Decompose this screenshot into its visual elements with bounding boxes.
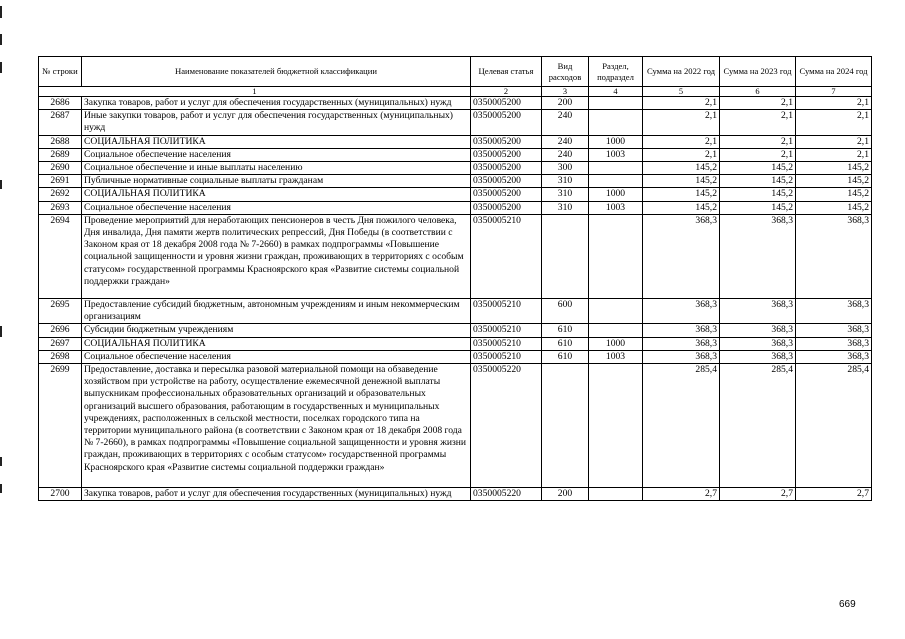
- scan-mark: [0, 484, 2, 493]
- row-number-cell: 2694: [39, 214, 82, 298]
- section-cell: [589, 175, 643, 188]
- table-row: [39, 188, 872, 201]
- section-cell: [589, 364, 643, 488]
- sum-2022-cell: 368,3: [643, 324, 720, 337]
- section-cell: 1003: [589, 201, 643, 214]
- sum-2024-cell: 368,3: [796, 299, 872, 324]
- sum-2023-cell: 2,1: [720, 97, 796, 110]
- row-number-cell: 2687: [39, 110, 82, 135]
- expense-type-cell: 610: [542, 350, 589, 363]
- sum-2022-cell: 145,2: [643, 201, 720, 214]
- target-article-cell: 0350005200: [471, 110, 542, 135]
- target-article-cell: 0350005200: [471, 188, 542, 201]
- target-article-cell: 0350005210: [471, 299, 542, 324]
- sum-2024-cell: 145,2: [796, 162, 872, 175]
- indicator-name-cell: Предоставление субсидий бюджетным, автономным учреждениям и иным некоммерческим организациям: [82, 299, 471, 324]
- scan-mark: [0, 457, 2, 466]
- row-number-cell: 2689: [39, 148, 82, 161]
- column-number-row: [39, 87, 872, 97]
- scan-mark: [0, 326, 2, 337]
- sum-2022-cell: 2,7: [643, 487, 720, 500]
- table-row: [39, 97, 872, 110]
- header-target-article: Целевая статья: [471, 57, 542, 87]
- table-row: [39, 299, 872, 324]
- row-number-cell: 2696: [39, 324, 82, 337]
- sum-2023-cell: 145,2: [720, 201, 796, 214]
- row-number-cell: 2700: [39, 487, 82, 500]
- sum-2022-cell: 368,3: [643, 214, 720, 298]
- table-row: [39, 162, 872, 175]
- row-number-cell: 2698: [39, 350, 82, 363]
- indicator-name-cell: СОЦИАЛЬНАЯ ПОЛИТИКА: [82, 135, 471, 148]
- header-row: [39, 57, 872, 87]
- scan-mark: [0, 180, 2, 189]
- header-name: Наименование показателей бюджетной классификации: [82, 57, 471, 87]
- target-article-cell: 0350005210: [471, 324, 542, 337]
- sum-2024-cell: 145,2: [796, 188, 872, 201]
- indicator-name-cell: Социальное обеспечение населения: [82, 201, 471, 214]
- column-number: 1: [39, 87, 471, 97]
- expense-type-cell: 300: [542, 162, 589, 175]
- expense-type-cell: 310: [542, 188, 589, 201]
- column-number: 4: [589, 87, 643, 97]
- target-article-cell: 0350005200: [471, 135, 542, 148]
- expense-type-cell: 310: [542, 201, 589, 214]
- indicator-name-cell: Иные закупки товаров, работ и услуг для обеспечения государственных (муниципальных) нужд: [82, 110, 471, 135]
- sum-2022-cell: 2,1: [643, 97, 720, 110]
- expense-type-cell: 200: [542, 487, 589, 500]
- page-number: 669: [839, 599, 856, 610]
- target-article-cell: 0350005200: [471, 201, 542, 214]
- table-row: [39, 135, 872, 148]
- sum-2024-cell: 2,1: [796, 135, 872, 148]
- table-row: [39, 337, 872, 350]
- indicator-name-cell: Публичные нормативные социальные выплаты гражданам: [82, 175, 471, 188]
- table-row: [39, 148, 872, 161]
- indicator-name-cell: Социальное обеспечение и иные выплаты населению: [82, 162, 471, 175]
- sum-2024-cell: 145,2: [796, 201, 872, 214]
- expense-type-cell: 240: [542, 110, 589, 135]
- column-number: 7: [796, 87, 872, 97]
- sum-2022-cell: 2,1: [643, 110, 720, 135]
- expense-type-cell: [542, 214, 589, 298]
- budget-table: [38, 56, 872, 501]
- sum-2023-cell: 2,7: [720, 487, 796, 500]
- row-number-cell: 2695: [39, 299, 82, 324]
- table-row: [39, 487, 872, 500]
- row-number-cell: 2699: [39, 364, 82, 488]
- scan-mark: [0, 6, 2, 18]
- table-row: [39, 324, 872, 337]
- sum-2023-cell: 368,3: [720, 324, 796, 337]
- indicator-name-cell: Проведение мероприятий для неработающих пенсионеров в честь Дня пожилого человека, Дня инвалида, Дня памяти жертв политических репрессий, Дня Победы (в соответствии с Законом края от 18 декабря 2008 года № 7-2660) в рамках подпрограммы «Повышение социальной защищенности и уровня жизни граждан, проживающих в территориях с особым статусом» государственной программы Красноярского края «Развитие системы социальной поддержки граждан»: [82, 214, 471, 298]
- row-number-cell: 2693: [39, 201, 82, 214]
- sum-2023-cell: 145,2: [720, 188, 796, 201]
- table-row: [39, 364, 872, 488]
- sum-2022-cell: 368,3: [643, 299, 720, 324]
- section-cell: [589, 324, 643, 337]
- indicator-name-cell: Социальное обеспечение населения: [82, 148, 471, 161]
- section-cell: 1000: [589, 337, 643, 350]
- section-cell: 1003: [589, 148, 643, 161]
- sum-2022-cell: 145,2: [643, 188, 720, 201]
- expense-type-cell: [542, 364, 589, 488]
- sum-2022-cell: 2,1: [643, 135, 720, 148]
- sum-2024-cell: 368,3: [796, 337, 872, 350]
- header-sum-2024: Сумма на 2024 год: [796, 57, 872, 87]
- row-number-cell: 2688: [39, 135, 82, 148]
- sum-2023-cell: 2,1: [720, 135, 796, 148]
- scan-mark: [0, 62, 2, 73]
- section-cell: [589, 299, 643, 324]
- header-section: Раздел, подраздел: [589, 57, 643, 87]
- indicator-name-cell: Субсидии бюджетным учреждениям: [82, 324, 471, 337]
- table-row: [39, 350, 872, 363]
- section-cell: [589, 97, 643, 110]
- sum-2023-cell: 145,2: [720, 162, 796, 175]
- expense-type-cell: 610: [542, 324, 589, 337]
- section-cell: [589, 162, 643, 175]
- expense-type-cell: 240: [542, 135, 589, 148]
- sum-2024-cell: 368,3: [796, 350, 872, 363]
- section-cell: 1003: [589, 350, 643, 363]
- row-number-cell: 2690: [39, 162, 82, 175]
- indicator-name-cell: СОЦИАЛЬНАЯ ПОЛИТИКА: [82, 337, 471, 350]
- column-number: 2: [471, 87, 542, 97]
- sum-2023-cell: 368,3: [720, 337, 796, 350]
- sum-2023-cell: 368,3: [720, 214, 796, 298]
- column-number: 5: [643, 87, 720, 97]
- target-article-cell: 0350005200: [471, 148, 542, 161]
- expense-type-cell: 240: [542, 148, 589, 161]
- indicator-name-cell: Закупка товаров, работ и услуг для обеспечения государственных (муниципальных) нужд: [82, 97, 471, 110]
- sum-2024-cell: 145,2: [796, 175, 872, 188]
- expense-type-cell: 200: [542, 97, 589, 110]
- section-cell: 1000: [589, 188, 643, 201]
- header-expense-type: Вид расходов: [542, 57, 589, 87]
- header-sum-2022: Сумма на 2022 год: [643, 57, 720, 87]
- sum-2023-cell: 285,4: [720, 364, 796, 488]
- header-sum-2023: Сумма на 2023 год: [720, 57, 796, 87]
- scan-mark: [0, 34, 2, 45]
- sum-2023-cell: 2,1: [720, 110, 796, 135]
- sum-2023-cell: 368,3: [720, 299, 796, 324]
- target-article-cell: 0350005220: [471, 487, 542, 500]
- sum-2022-cell: 285,4: [643, 364, 720, 488]
- indicator-name-cell: Закупка товаров, работ и услуг для обеспечения государственных (муниципальных) нужд: [82, 487, 471, 500]
- table-row: [39, 214, 872, 298]
- target-article-cell: 0350005210: [471, 337, 542, 350]
- row-number-cell: 2691: [39, 175, 82, 188]
- sum-2024-cell: 2,1: [796, 148, 872, 161]
- sum-2024-cell: 368,3: [796, 324, 872, 337]
- sum-2022-cell: 2,1: [643, 148, 720, 161]
- section-cell: [589, 214, 643, 298]
- table-row: [39, 110, 872, 135]
- sum-2022-cell: 145,2: [643, 175, 720, 188]
- target-article-cell: 0350005210: [471, 350, 542, 363]
- row-number-cell: 2692: [39, 188, 82, 201]
- expense-type-cell: 600: [542, 299, 589, 324]
- indicator-name-cell: СОЦИАЛЬНАЯ ПОЛИТИКА: [82, 188, 471, 201]
- table-row: [39, 175, 872, 188]
- table-row: [39, 201, 872, 214]
- target-article-cell: 0350005200: [471, 175, 542, 188]
- section-cell: [589, 110, 643, 135]
- sum-2023-cell: 368,3: [720, 350, 796, 363]
- target-article-cell: 0350005210: [471, 214, 542, 298]
- expense-type-cell: 610: [542, 337, 589, 350]
- column-number: 6: [720, 87, 796, 97]
- target-article-cell: 0350005200: [471, 162, 542, 175]
- target-article-cell: 0350005200: [471, 97, 542, 110]
- sum-2024-cell: 368,3: [796, 214, 872, 298]
- header-row-number: № строки: [39, 57, 82, 87]
- row-number-cell: 2697: [39, 337, 82, 350]
- sum-2024-cell: 2,7: [796, 487, 872, 500]
- indicator-name-cell: Социальное обеспечение населения: [82, 350, 471, 363]
- sum-2024-cell: 285,4: [796, 364, 872, 488]
- indicator-name-cell: Предоставление, доставка и пересылка разовой материальной помощи на обзаведение хозяйством при устройстве на работу, осуществление ежемесячной денежной выплаты выпускникам профессиональных образовательных организаций и образовательных организаций высшего образования, работающим в государственных и муниципальных учреждениях, расположенных в сельской местности, поселках городского типа на территории муниципального района (в соответствии с Законом края от 18 декабря 2008 года № 7-2660), в рамках подпрограммы «Повышение социальной защищенности и уровня жизни граждан, проживающих в территориях с особым статусом» государственной программы Красноярского края «Развитие системы социальной поддержки граждан»: [82, 364, 471, 488]
- sum-2024-cell: 2,1: [796, 97, 872, 110]
- sum-2022-cell: 145,2: [643, 162, 720, 175]
- section-cell: [589, 487, 643, 500]
- sum-2022-cell: 368,3: [643, 350, 720, 363]
- section-cell: 1000: [589, 135, 643, 148]
- sum-2024-cell: 2,1: [796, 110, 872, 135]
- sum-2023-cell: 145,2: [720, 175, 796, 188]
- column-number: 3: [542, 87, 589, 97]
- sum-2022-cell: 368,3: [643, 337, 720, 350]
- row-number-cell: 2686: [39, 97, 82, 110]
- target-article-cell: 0350005220: [471, 364, 542, 488]
- sum-2023-cell: 2,1: [720, 148, 796, 161]
- expense-type-cell: 310: [542, 175, 589, 188]
